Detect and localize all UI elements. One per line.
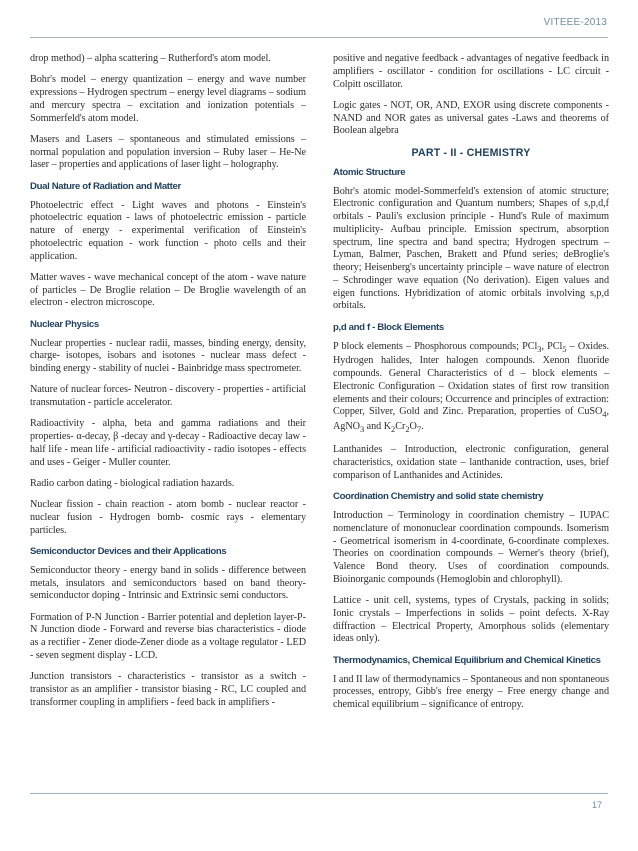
paragraph-logic-gates: Logic gates - NOT, OR, AND, EXOR using discrete components - NAND and NOR gates as universal gates -Laws and theorems of Boolean algebra [333, 99, 609, 137]
heading-thermodynamics: Thermodynamics, Chemical Equilibrium and Chemical Kinetics [333, 654, 601, 666]
paragraph-nuclear-forces: Nature of nuclear forces- Neutron - discovery - properties - artificial transmutation - particle accelerator. [30, 384, 306, 408]
left-column [30, 53, 306, 718]
paragraph-junction-transistors: Junction transistors - characteristics - transistor as a switch - transistor as an amplifier - transistor biasing - RC, LC coupled and transformer coupling in amplifiers - feed back in amplifiers - [30, 671, 306, 708]
heading-atomic-structure: Atomic Structure [333, 166, 406, 178]
heading-nuclear-physics: Nuclear Physics [30, 318, 99, 330]
paragraph-lattice: Lattice - unit cell, systems, types of Crystals, packing in solids; Ionic crystals – Imperfections in solids – point defects. X-Ray diffraction – Electrical Property, Amorphous solids (elementary ideas only). [333, 595, 609, 645]
paragraph-lasers: Masers and Lasers – spontaneous and stimulated emissions – normal population and population inversion – Ruby laser – He-Ne laser – properties and applications of laser light – holography. [30, 133, 306, 171]
part-title-chemistry: PART - II - CHEMISTRY [411, 146, 531, 159]
paragraph-thermodynamics: I and II law of thermodynamics – Spontaneous and non spontaneous processes, entropy, Gibb's free energy – Free energy change and chemical equilibrium – significance of entropy. [333, 673, 609, 711]
header-title: VITEEE-2013 [543, 17, 607, 28]
page-number: 17 [591, 800, 602, 810]
paragraph-p-block: P block elements – Phosphorous compounds; PCl$_3$, PCl$_5$ – Oxides. Hydrogen halides, Inter halogen compounds. Xenon fluoride compounds. General Characteristics of d – block elements – Electronic Configuration – Oxidation states of first row transition elements and their colours; Occurrence and principles of extraction: Copper, Silver, Gold and Zinc. Preparation, properties of CuSO$_4$, AgNO$_3$ and $K_2Cr_2O_7$. [333, 340, 609, 435]
paragraph-lanthanides: Lanthanides – Introduction, electronic configuration, general characteristics, oxidation state – lanthanide contraction, uses, brief comparison of Lanthanides and Actinides. [333, 444, 609, 481]
heading-semiconductor: Semiconductor Devices and their Applications [30, 545, 227, 557]
paragraph-radioactivity: Radioactivity - alpha, beta and gamma radiations and their properties- α-decay, β -decay and γ-decay - Radioactive decay law - half life - mean life - artificial radioactivity - radio isotopes - effects and uses - Geiger - Muller counter. [30, 418, 306, 468]
paragraph-nuclear-fission: Nuclear fission - chain reaction - atom bomb - nuclear reactor - nuclear fusion - Hydrogen bomb- cosmic rays - elementary particles. [30, 499, 306, 536]
paragraph-nuclear-properties: Nuclear properties - nuclear radii, masses, binding energy, density, charge- isotopes, isobars and isotones - nuclear mass defect - binding energy - stability of nuclei - Bainbridge mass spectrometer. [30, 337, 306, 374]
heading-coordination: Coordination Chemistry and solid state chemistry [333, 491, 544, 503]
paragraph-photoelectric: Photoelectric effect - Light waves and photons - Einstein's photoelectric equation - laws of photoelectric emission - particle nature of energy - experimental verification of Einstein's photoelectric equation - work function - photo cells and their application. [30, 199, 306, 262]
paragraph-rutherford: drop method) – alpha scattering – Rutherford's atom model. [30, 53, 271, 64]
header-divider [30, 37, 608, 38]
paragraph-feedback: positive and negative feedback - advantages of negative feedback in amplifiers - oscillator - condition for oscillations - LC circuit - Colpitt oscillator. [333, 53, 609, 90]
right-column [333, 53, 609, 720]
paragraph-semiconductor-theory: Semiconductor theory - energy band in solids - difference between metals, insulators and semiconductors based on band theory- semiconductor doping - Intrinsic and Extrinsic semi conductors. [30, 564, 306, 602]
heading-dual-nature: Dual Nature of Radiation and Matter [30, 180, 181, 192]
paragraph-bohr-model: Bohr's model – energy quantization – energy and wave number expressions – Hydrogen spectrum – energy level diagrams – sodium and mercury spectra – excitation and ionization potentials – Sommerfeld's atom model. [30, 74, 306, 124]
footer-divider [30, 793, 608, 794]
paragraph-coordination: Introduction – Terminology in coordination chemistry – IUPAC nomenclature of mononuclear coordination compounds. Isomerism - Geometrical isomerism in 4-coordinate, 6-coordinate complexes. Theories on coordination compounds – Werner's theory (brief), Valence Bond theory. Uses of coordination compounds. Bioinorganic compounds (Hemoglobin and chlorophyll). [333, 510, 609, 585]
paragraph-radio-carbon: Radio carbon dating - biological radiation hazards. [30, 477, 235, 489]
paragraph-atomic-structure: Bohr's atomic model-Sommerfeld's extension of atomic structure; Electronic configuration and Quantum numbers; Shapes of s,p,d,f orbitals - Pauli's exclusion principle - Hund's Rule of maximum multiplicity- Aufbau principle. Emission spectrum, absorption spectrum, line spectra and band spectra; Hydrogen spectrum – Lyman, Balmer, Paschen, Brakett and Pfund series; deBroglie's theory; Heisenberg's uncertainty principle – wave nature of electron – Schrodinger wave equation (No derivation). Eigen values and eigen functions. Hybridization of atomic orbitals involving s,p,d orbitals. [333, 185, 609, 312]
heading-pdf-block: p,d and f - Block Elements [333, 321, 444, 333]
paragraph-matter-waves: Matter waves - wave mechanical concept of the atom - wave nature of particles – De Broglie relation – De Broglie wavelength of an electron - electron microscope. [30, 271, 306, 309]
paragraph-pn-junction: Formation of P-N Junction - Barrier potential and depletion layer-P-N Junction diode - Forward and reverse bias characteristics - diode as a rectifier - Zener diode-Zener diode as a voltage regulator - LED - seven segment display - LCD. [30, 611, 306, 661]
